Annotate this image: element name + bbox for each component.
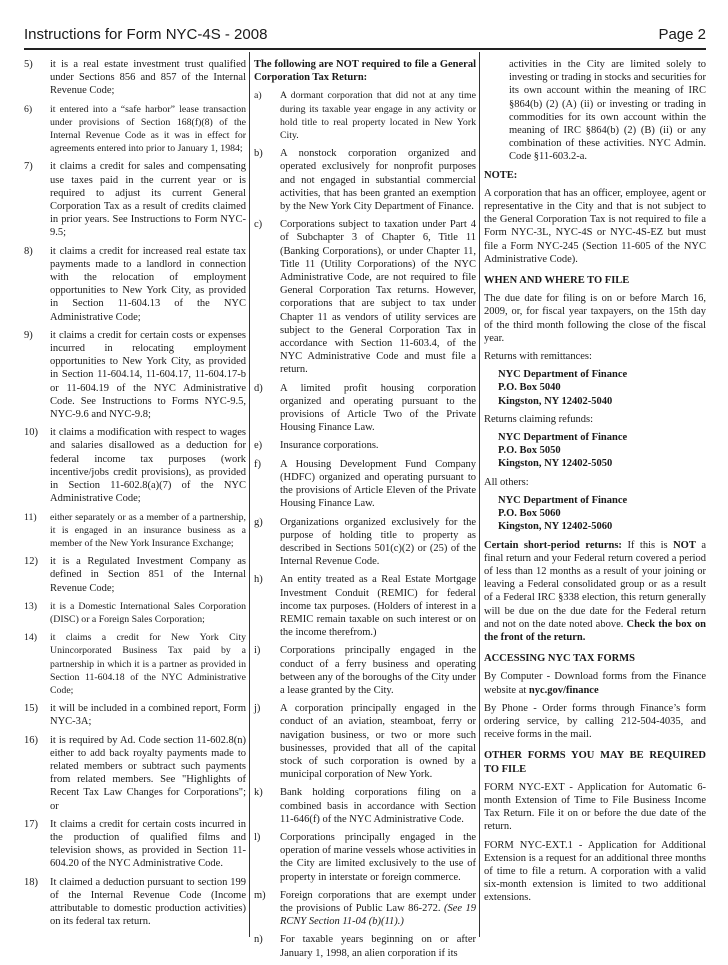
page-header [24, 26, 706, 48]
refund-label: Returns claiming refunds: [484, 413, 594, 425]
list-item: d) A limited profit housing corporation organized and operating pursuant to the provisions of Article Two of the Private Housing Finance Law. [254, 382, 476, 434]
list-item: l) Corporations principally engaged in the operation of marine vessels whose activities in the City are limited exclusively to the use of property in interstate or foreign commerce. [254, 831, 476, 883]
list-item: g) Organizations organized exclusively for the purpose of holding title to property as described in Sections 501(c)(2) or (25) of the Internal Revenue Code. [254, 516, 476, 568]
other-forms-heading: OTHER FORMS YOU MAY BE REQUIRED TO FILE [484, 750, 706, 775]
column-divider-1 [249, 52, 250, 937]
list-item: 7) it claims a credit for sales and compensating use taxes paid in the current year or is required to adjust its current General Corporation Tax as a result of credits claimed in prior years. See Instructions to Form NYC-9.5; [24, 161, 246, 239]
accessing-forms-heading: ACCESSING NYC TAX FORMS [484, 653, 636, 665]
short-period-text: Certain short-period returns: If this is NOT a final return and your Federal return covered a period of less than 12 months as a result of your joining or leaving a Federal consolidated group or as a result of a Federal IRC §338 election, this return generally will be due on the due date for the Federal return and not on the date noted above. Check the box on the front of the return. [484, 539, 707, 643]
form-nyc-ext-text: FORM NYC-EXT - Application for Automatic 6-month Extension of Time to File Business Income Tax Return. File it on or before the due date of the return. [484, 781, 706, 833]
finance-website-link[interactable]: nyc.gov/finance [528, 684, 599, 696]
when-where-text: The due date for filing is on or before March 16, 2009, or, for fiscal year taxpayers, on the 15th day of the third month following the close of the fiscal year. [484, 293, 706, 344]
refund-address: NYC Department of Finance P.O. Box 5050 Kingston, NY 12402-5050 [498, 432, 628, 470]
list-item: n) For taxable years beginning on or after January 1, 1998, an alien corporation if its [254, 934, 476, 959]
page-number: Page 2 [658, 26, 706, 43]
list-item: 16) it is required by Ad. Code section 11-602.8(n) either to add back royalty payments made to related members or subtract such payments from related members. See "Highlights of Recent Tax Law Changes for Corporations"; or [24, 734, 246, 812]
list-item: a) A dormant corporation that did not at any time during its taxable year engage in any activity or hold title to real property located in New York City. [254, 90, 476, 142]
column-1 [24, 58, 246, 933]
list-item: 18) It claimed a deduction pursuant to section 199 of the Internal Revenue Code (Income attributable to domestic production activities) on its federal tax return. [24, 876, 246, 928]
page-title: Instructions for Form NYC-4S - 2008 [24, 26, 268, 43]
list-item: b) A nonstock corporation organized and operated exclusively for nonprofit purposes and not engaged in substantial commercial activities, that has been granted an exemption by the New York City Department of Finance. [254, 148, 476, 213]
column-divider-2 [479, 52, 480, 937]
list-item: 6) it entered into a “safe harbor” lease transaction under provisions of Section 168(f)(8) of the Internal Revenue Code as it was in effect for agreements entered into prior to January 1, 1984; [24, 103, 246, 155]
list-item: k) Bank holding corporations filing on a combined basis in accordance with Section 11-646(f) of the NYC Administrative Code. [254, 787, 476, 825]
list-item: h) An entity treated as a Real Estate Mortgage Investment Conduit (REMIC) for federal income tax purposes. (Holders of interest in a REMIC remain taxable on such interest or on the income therefrom.) [254, 574, 476, 639]
list-item: c) Corporations subject to taxation under Part 4 of Subchapter 3 of Chapter 6, Title 11 (Banking Corporations), or under Chapter 11, Title 11 (Utility Corporations) of the NYC Administrative Code, are not required to file General Corporation Tax returns. However, corporations that are subject to tax under Chapter 11 as vendors of utility services are subject to the General Corporation Tax in accordance with Section 11-603.4, of the NYC Administrative Code and must file a return. [254, 219, 476, 376]
note-text: A corporation that has an officer, employee, agent or representative in the City and that is not subject to the General Corporation Tax is not required to file a Form NYC-3L, NYC-4S or NYC-4S-EZ but must file a Form NYC-245 (Section 11-605 of the NYC Administrative Code). [484, 187, 706, 265]
list-item: i) Corporations principally engaged in the conduct of a ferry business and operating between any of the boroughs of the City under a lease granted by the City. [254, 645, 476, 696]
list-item: 8) it claims a credit for increased real estate tax payments made to a landlord in connection with the relocation of employment opportunities to New York City, as provided in Section 11-604.13 of the NYC Administrative Code; [24, 245, 246, 323]
list-item: f) A Housing Development Fund Company (HDFC) organized and operating pursuant to the provisions of Article Eleven of the Private Housing Finance Law. [254, 458, 476, 510]
column-2 [254, 58, 476, 965]
list-item: 15) it will be included in a combined report, Form NYC-3A; [24, 703, 246, 728]
list-item: 5) it is a real estate investment trust qualified under Sections 856 and 857 of the Internal Revenue Code; [24, 59, 246, 97]
list-item: 10) it claims a modification with respect to wages and salaries disallowed as a deduction for federal income tax purposes (work incentive/jobs credit provisions), as provided in Section 11-602.8(a)(7) of the NYC Administrative Code; [24, 427, 246, 505]
form-nyc-ext1-text: FORM NYC-EXT.1 - Application for Additional Extension is a request for an additional three months of time to file a return. A corporation with a valid six-month extension is limited to two additional extensions. [484, 839, 706, 904]
continued-item-n: activities in the City are limited solely to investing or trading in stocks and securities for its own account within the meaning of IRC §864(b) (2) (A) (ii) or investing or trading in commodities for its own account within the meaning of IRC §864(b) (2) (B) (ii) or any combination of these activities. NYC Admin. Code §11-603.2-a. [509, 59, 706, 163]
list-item: 14) it claims a credit for New York City Unincorporated Business Tax paid by a partnership in which it is a partner as provided in Section 11-604.18 of the NYC Administrative Code; [24, 632, 246, 696]
list-item: e) Insurance corporations. [254, 440, 379, 452]
list-item: 12) it is a Regulated Investment Company as defined in Section 851 of the Internal Revenue Code; [24, 556, 246, 594]
list-item: 9) it claims a credit for certain costs or expenses incurred in relocating employment opportunities to New York City, as provided in Section 11-604.14, 11-604.17, 11-604.17-b or 11-604.19 of the NYC Administrative Code. See Instructions to Forms NYC-9.5, NYC-9.6 and NYC-9.8; [24, 329, 246, 421]
others-address: NYC Department of Finance P.O. Box 5060 Kingston, NY 12402-5060 [498, 494, 628, 533]
by-computer-text: By Computer - Download forms from the Finance website at nyc.gov/finance [484, 671, 706, 696]
list-item: 11) either separately or as a member of a partnership, it is engaged in an insurance business as a member of the New York Insurance Exchange; [24, 511, 246, 549]
others-label: All others: [484, 476, 529, 488]
by-phone-text: By Phone - Order forms through Finance’s form ordering service, by calling 212-504-4035, and receive forms in the mail. [484, 702, 706, 741]
when-where-heading: WHEN AND WHERE TO FILE [484, 275, 630, 287]
header-rule [24, 48, 706, 50]
remittance-label: Returns with remittances: [484, 351, 592, 363]
remittance-address: NYC Department of Finance P.O. Box 5040 Kingston, NY 12402-5040 [498, 369, 628, 407]
not-required-heading: The following are NOT required to file a General Corporation Tax Return: [254, 59, 476, 84]
list-item: m) Foreign corporations that are exempt under the provisions of Public Law 86-272. (See 19 RCNY Section 11-04 (b)(11).) [254, 889, 476, 928]
list-item: 13) it is a Domestic International Sales Corporation (DISC) or a Foreign Sales Corporation; [24, 600, 246, 625]
list-item: 17) It claims a credit for certain costs incurred in the production of qualified films and television shows, as provided in Section 11-604.20 of the NYC Administrative Code. [24, 818, 246, 870]
list-item: j) A corporation principally engaged in the conduct of an aviation, steamboat, ferry or navigation business, or two or more such businesses, provided that all of the capital stock of such corporation is owned by a municipal corporation of New York. [254, 703, 476, 781]
note-heading: NOTE: [484, 169, 518, 181]
column-3 [484, 58, 706, 910]
